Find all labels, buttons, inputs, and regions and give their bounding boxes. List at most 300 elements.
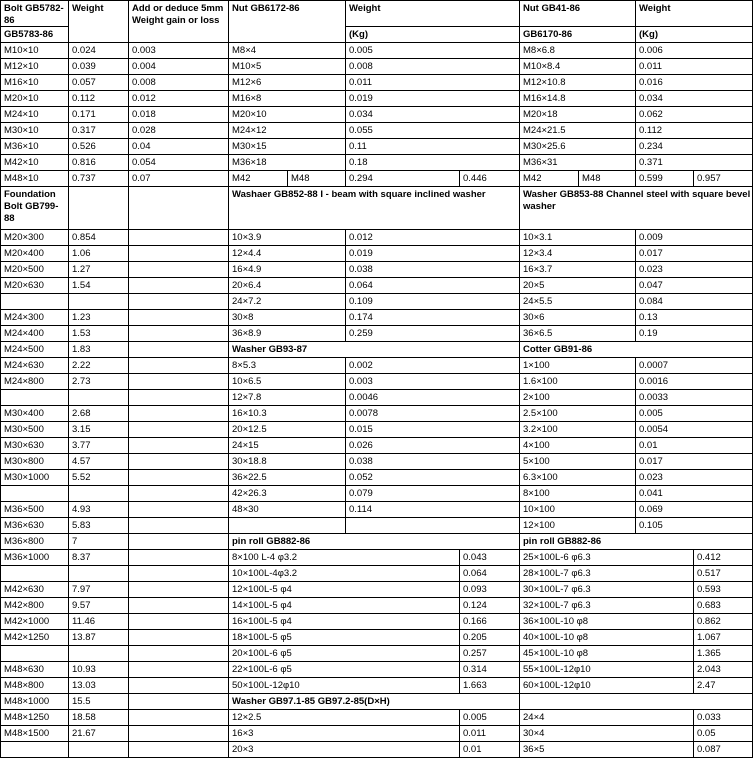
table-cell[interactable]: 36×100L-10 φ8 [523, 616, 589, 627]
table-cell[interactable]: 12×2.5 [232, 712, 262, 723]
table-cell[interactable]: M16×8 [232, 93, 262, 104]
table-cell[interactable]: 2.73 [72, 376, 91, 387]
table-cell[interactable]: 30×4 [523, 728, 545, 739]
table-cell[interactable]: 0.047 [639, 280, 663, 291]
table-cell[interactable]: M8×4 [232, 45, 257, 56]
table-cell[interactable]: 0.446 [463, 173, 487, 184]
table-cell[interactable]: 0.017 [639, 248, 663, 259]
table-cell[interactable]: M24×21.5 [523, 125, 566, 136]
table-cell[interactable]: 0.052 [349, 472, 373, 483]
table-cell[interactable]: 0.017 [639, 456, 663, 467]
table-cell[interactable]: 0.016 [639, 77, 663, 88]
table-cell[interactable]: 36×6.5 [523, 328, 553, 339]
table-cell[interactable]: M20×300 [4, 232, 44, 243]
table-cell[interactable]: 0.062 [639, 109, 663, 120]
table-cell[interactable] [129, 470, 228, 485]
table-cell[interactable]: 2.47 [697, 680, 716, 691]
table-cell[interactable]: M48×1000 [4, 696, 50, 707]
table-cell[interactable]: 0.023 [639, 472, 663, 483]
table-cell[interactable]: 14×100L-5 φ4 [232, 600, 292, 611]
table-cell[interactable] [520, 694, 752, 709]
table-cell[interactable]: 5.83 [72, 520, 91, 531]
table-cell[interactable]: 0.816 [72, 157, 96, 168]
table-cell[interactable]: 0.005 [349, 45, 373, 56]
table-cell[interactable]: M30×10 [4, 125, 39, 136]
table-cell[interactable]: M8×6.8 [523, 45, 555, 56]
table-cell[interactable]: 24×4 [523, 712, 545, 723]
table-cell[interactable]: 0.006 [639, 45, 663, 56]
table-cell[interactable]: 0.034 [639, 93, 663, 104]
table-cell[interactable]: 18.58 [72, 712, 96, 723]
table-cell[interactable]: M24×400 [4, 328, 44, 339]
table-cell[interactable]: M36×31 [523, 157, 558, 168]
table-cell[interactable]: 0.517 [697, 568, 721, 579]
table-cell[interactable]: 0.034 [349, 109, 373, 120]
header-cell[interactable]: Nut GB6172-86 [232, 3, 300, 14]
table-cell[interactable] [129, 502, 228, 517]
table-cell[interactable]: 0.012 [132, 93, 156, 104]
table-cell[interactable] [129, 486, 228, 501]
table-cell[interactable]: 9.57 [72, 600, 91, 611]
table-cell[interactable]: 12×100 [523, 520, 555, 531]
table-cell[interactable]: 10×100L-4φ3.2 [232, 568, 298, 579]
table-cell[interactable]: M30×800 [4, 456, 44, 467]
table-cell[interactable] [129, 614, 228, 629]
table-cell[interactable]: M48×800 [4, 680, 44, 691]
table-cell[interactable]: 12×7.8 [232, 392, 262, 403]
table-cell[interactable]: 0.166 [463, 616, 487, 627]
table-cell[interactable]: 16×100L-5 φ4 [232, 616, 292, 627]
table-cell[interactable]: 0.174 [349, 312, 373, 323]
table-cell[interactable]: 0.205 [463, 632, 487, 643]
table-cell[interactable]: 0.112 [72, 93, 96, 104]
table-cell[interactable] [1, 646, 68, 661]
table-cell[interactable]: 28×100L-7 φ6.3 [523, 568, 591, 579]
table-cell[interactable] [229, 518, 345, 533]
table-cell[interactable]: 36×22.5 [232, 472, 267, 483]
table-cell[interactable]: 0.412 [697, 552, 721, 563]
table-cell[interactable]: M48×1500 [4, 728, 50, 739]
table-cell[interactable]: M20×18 [523, 109, 558, 120]
table-cell[interactable]: 0.314 [463, 664, 487, 675]
table-cell[interactable]: 0.01 [463, 744, 482, 755]
table-cell[interactable] [69, 742, 128, 757]
table-cell[interactable]: 20×3 [232, 744, 254, 755]
table-cell[interactable]: 0.041 [639, 488, 663, 499]
table-cell[interactable]: 1.067 [697, 632, 721, 643]
table-cell[interactable] [1, 742, 68, 757]
table-cell[interactable] [129, 278, 228, 293]
table-cell[interactable]: 0.033 [697, 712, 721, 723]
header-cell[interactable]: Washer GB853-88 Channel steel with square bevel washer [523, 189, 751, 212]
table-cell[interactable]: 0.057 [72, 77, 96, 88]
table-cell[interactable]: M36×630 [4, 520, 44, 531]
table-cell[interactable]: 13.87 [72, 632, 96, 643]
table-cell[interactable]: 1.23 [72, 312, 91, 323]
table-cell[interactable] [69, 187, 128, 229]
table-cell[interactable]: M24×12 [232, 125, 267, 136]
table-cell[interactable]: M24×630 [4, 360, 44, 371]
table-cell[interactable]: 2×100 [523, 392, 550, 403]
table-cell[interactable]: 0.008 [132, 77, 156, 88]
table-cell[interactable]: 45×100L-10 φ8 [523, 648, 589, 659]
table-cell[interactable]: 0.038 [349, 264, 373, 275]
table-cell[interactable] [129, 406, 228, 421]
table-cell[interactable]: 8×5.3 [232, 360, 257, 371]
table-cell[interactable]: M42 [523, 173, 542, 184]
table-cell[interactable] [129, 262, 228, 277]
table-cell[interactable]: 0.259 [349, 328, 373, 339]
table-cell[interactable]: 0.234 [639, 141, 663, 152]
table-cell[interactable]: 16×4.9 [232, 264, 262, 275]
table-cell[interactable] [1, 390, 68, 405]
header-cell[interactable]: Bolt GB5782-86 [4, 3, 64, 26]
table-cell[interactable]: 3.15 [72, 424, 91, 435]
table-cell[interactable]: 0.854 [72, 232, 96, 243]
table-cell[interactable]: 4.57 [72, 456, 91, 467]
table-cell[interactable]: M16×10 [4, 77, 39, 88]
table-cell[interactable]: 0.13 [639, 312, 658, 323]
table-cell[interactable]: 12×4.4 [232, 248, 262, 259]
table-cell[interactable]: M48 [291, 173, 310, 184]
table-cell[interactable]: M48 [582, 173, 601, 184]
table-cell[interactable]: M20×400 [4, 248, 44, 259]
table-cell[interactable] [129, 742, 228, 757]
table-cell[interactable]: 0.003 [349, 376, 373, 387]
table-cell[interactable]: 0.114 [349, 504, 373, 515]
table-cell[interactable]: 0.003 [132, 45, 156, 56]
table-cell[interactable]: 0.084 [639, 296, 663, 307]
table-cell[interactable]: 13.03 [72, 680, 96, 691]
header-cell[interactable]: GB6170-86 [523, 29, 573, 40]
table-cell[interactable]: 48×30 [232, 504, 259, 515]
table-cell[interactable] [129, 454, 228, 469]
header-cell[interactable]: Washaer GB852-88 I - beam with square inclined washer [232, 189, 486, 200]
table-cell[interactable] [1, 566, 68, 581]
table-cell[interactable]: M36×500 [4, 504, 44, 515]
table-cell[interactable]: 0.593 [697, 584, 721, 595]
table-cell[interactable]: 1.83 [72, 344, 91, 355]
table-cell[interactable] [129, 662, 228, 677]
table-cell[interactable]: 0.124 [463, 600, 487, 611]
table-cell[interactable] [129, 646, 228, 661]
table-cell[interactable]: 1.663 [463, 680, 487, 691]
table-cell[interactable]: M36×800 [4, 536, 44, 547]
table-cell[interactable]: 0.294 [349, 173, 373, 184]
table-cell[interactable] [69, 646, 128, 661]
table-cell[interactable]: 16×3.7 [523, 264, 553, 275]
table-cell[interactable]: 0.18 [349, 157, 368, 168]
header-cell[interactable]: pin roll GB882-86 [232, 536, 311, 547]
table-cell[interactable]: 0.0078 [349, 408, 379, 419]
table-cell[interactable] [346, 518, 519, 533]
table-cell[interactable]: 6.3×100 [523, 472, 558, 483]
table-cell[interactable]: 1.54 [72, 280, 91, 291]
table-cell[interactable]: 1×100 [523, 360, 550, 371]
table-cell[interactable]: 5.52 [72, 472, 91, 483]
table-cell[interactable] [129, 230, 228, 245]
table-cell[interactable]: 0.01 [639, 440, 658, 451]
table-cell[interactable]: 22×100L-6 φ5 [232, 664, 292, 675]
table-cell[interactable]: M20×630 [4, 280, 44, 291]
table-cell[interactable] [129, 422, 228, 437]
table-cell[interactable]: 32×100L-7 φ6.3 [523, 600, 591, 611]
table-cell[interactable] [129, 187, 228, 229]
table-cell[interactable]: M12×10.8 [523, 77, 566, 88]
table-cell[interactable]: M12×6 [232, 77, 262, 88]
table-cell[interactable]: M30×500 [4, 424, 44, 435]
table-cell[interactable]: 20×100L-6 φ5 [232, 648, 292, 659]
table-cell[interactable]: 0.05 [697, 728, 716, 739]
header-cell[interactable]: Weight [72, 3, 104, 14]
table-cell[interactable]: 0.171 [72, 109, 96, 120]
table-cell[interactable]: 0.005 [639, 408, 663, 419]
table-cell[interactable] [69, 294, 128, 309]
table-cell[interactable]: 40×100L-10 φ8 [523, 632, 589, 643]
table-cell[interactable] [129, 710, 228, 725]
table-cell[interactable]: 50×100L-12φ10 [232, 680, 300, 691]
table-cell[interactable]: M42×10 [4, 157, 39, 168]
table-cell[interactable]: 2.68 [72, 408, 91, 419]
table-cell[interactable]: 3.2×100 [523, 424, 558, 435]
table-cell[interactable]: M10×5 [232, 61, 262, 72]
header-cell[interactable]: (Kg) [349, 29, 368, 40]
table-cell[interactable]: 0.737 [72, 173, 96, 184]
table-cell[interactable]: 4×100 [523, 440, 550, 451]
table-cell[interactable]: 4.93 [72, 504, 91, 515]
table-cell[interactable]: M30×400 [4, 408, 44, 419]
table-cell[interactable]: 18×100L-5 φ5 [232, 632, 292, 643]
table-cell[interactable]: 3.77 [72, 440, 91, 451]
table-cell[interactable]: 2.043 [697, 664, 721, 675]
table-cell[interactable] [129, 566, 228, 581]
table-cell[interactable]: 7 [72, 536, 78, 547]
table-cell[interactable] [1, 294, 68, 309]
table-cell[interactable]: 0.0033 [639, 392, 669, 403]
table-cell[interactable]: 8.37 [72, 552, 91, 563]
table-cell[interactable]: M16×14.8 [523, 93, 566, 104]
table-cell[interactable]: 7.97 [72, 584, 91, 595]
table-cell[interactable] [129, 326, 228, 341]
table-cell[interactable]: 15.5 [72, 696, 91, 707]
header-cell[interactable]: Weight [639, 3, 671, 14]
table-cell[interactable]: 0.109 [349, 296, 373, 307]
table-cell[interactable]: 10×6.5 [232, 376, 262, 387]
table-cell[interactable]: 0.011 [639, 61, 663, 72]
table-cell[interactable]: 10×100 [523, 504, 555, 515]
table-cell[interactable]: 30×100L-7 φ6.3 [523, 584, 591, 595]
table-cell[interactable]: 11.46 [72, 616, 96, 627]
table-cell[interactable]: M36×1000 [4, 552, 50, 563]
table-cell[interactable]: 8×100 L-4 φ3.2 [232, 552, 298, 563]
table-cell[interactable]: 0.023 [639, 264, 663, 275]
header-cell[interactable]: Nut GB41-86 [523, 3, 581, 14]
table-cell[interactable] [129, 342, 228, 357]
table-cell[interactable] [129, 518, 228, 533]
table-cell[interactable]: M20×500 [4, 264, 44, 275]
table-cell[interactable]: 0.862 [697, 616, 721, 627]
table-cell[interactable]: 5×100 [523, 456, 550, 467]
table-cell[interactable] [129, 246, 228, 261]
table-cell[interactable]: M48×10 [4, 173, 39, 184]
table-cell[interactable]: 0.015 [349, 424, 373, 435]
table-cell[interactable]: 0.526 [72, 141, 96, 152]
table-cell[interactable] [129, 598, 228, 613]
table-cell[interactable] [69, 486, 128, 501]
table-cell[interactable]: 2.5×100 [523, 408, 558, 419]
table-cell[interactable]: M24×300 [4, 312, 44, 323]
table-cell[interactable]: 0.011 [463, 728, 487, 739]
header-cell[interactable]: Add or deduce 5mm Weight gain or loss [132, 3, 224, 26]
table-cell[interactable]: M42×1000 [4, 616, 50, 627]
table-cell[interactable]: 0.054 [132, 157, 156, 168]
table-cell[interactable]: M42 [232, 173, 251, 184]
table-cell[interactable]: 12×100L-5 φ4 [232, 584, 292, 595]
table-cell[interactable]: 0.07 [132, 173, 151, 184]
table-cell[interactable]: M10×10 [4, 45, 39, 56]
table-cell[interactable]: 0.005 [463, 712, 487, 723]
table-cell[interactable]: M24×500 [4, 344, 44, 355]
table-cell[interactable]: M30×630 [4, 440, 44, 451]
table-cell[interactable]: 0.04 [132, 141, 151, 152]
table-cell[interactable]: 0.11 [349, 141, 367, 152]
table-cell[interactable] [129, 374, 228, 389]
table-cell[interactable]: M12×10 [4, 61, 39, 72]
table-cell[interactable]: 0.957 [697, 173, 721, 184]
table-cell[interactable]: 0.19 [639, 328, 658, 339]
table-cell[interactable] [129, 678, 228, 693]
table-cell[interactable]: 25×100L-6 φ6.3 [523, 552, 591, 563]
table-cell[interactable] [129, 534, 228, 549]
table-cell[interactable] [129, 630, 228, 645]
table-cell[interactable] [69, 566, 128, 581]
table-cell[interactable]: 24×7.2 [232, 296, 262, 307]
table-cell[interactable]: 0.019 [349, 93, 373, 104]
table-cell[interactable]: 1.06 [72, 248, 91, 259]
table-cell[interactable]: 0.599 [639, 173, 663, 184]
table-cell[interactable] [129, 438, 228, 453]
table-cell[interactable]: 16×3 [232, 728, 254, 739]
table-cell[interactable]: 0.371 [639, 157, 663, 168]
table-cell[interactable]: 0.069 [639, 504, 663, 515]
table-cell[interactable]: 30×18.8 [232, 456, 267, 467]
table-cell[interactable]: 30×8 [232, 312, 254, 323]
table-cell[interactable] [129, 294, 228, 309]
table-cell[interactable] [129, 582, 228, 597]
table-cell[interactable]: 10.93 [72, 664, 96, 675]
table-cell[interactable]: 36×8.9 [232, 328, 262, 339]
table-cell[interactable]: 0.0054 [639, 424, 669, 435]
table-cell[interactable]: 0.079 [349, 488, 373, 499]
table-cell[interactable] [1, 486, 68, 501]
header-cell[interactable]: Washer GB97.1-85 GB97.2-85(D×H) [232, 696, 390, 707]
table-cell[interactable]: 0.004 [132, 61, 156, 72]
table-cell[interactable]: 0.019 [349, 248, 373, 259]
table-cell[interactable]: 12×3.4 [523, 248, 553, 259]
table-cell[interactable]: 60×100L-12φ10 [523, 680, 591, 691]
table-cell[interactable]: 0.028 [132, 125, 156, 136]
table-cell[interactable]: 0.0007 [639, 360, 669, 371]
table-cell[interactable]: 30×6 [523, 312, 545, 323]
table-cell[interactable]: 0.0016 [639, 376, 669, 387]
table-cell[interactable]: 0.008 [349, 61, 373, 72]
table-cell[interactable]: M24×10 [4, 109, 39, 120]
table-cell[interactable]: 10×3.9 [232, 232, 262, 243]
table-cell[interactable]: M36×10 [4, 141, 39, 152]
table-cell[interactable]: 24×5.5 [523, 296, 553, 307]
table-cell[interactable]: 0.039 [72, 61, 96, 72]
table-cell[interactable] [69, 390, 128, 405]
header-cell[interactable]: Foundation Bolt GB799-88 [4, 189, 59, 224]
header-cell[interactable]: (Kg) [639, 29, 658, 40]
header-cell[interactable]: pin roll GB882-86 [523, 536, 602, 547]
table-cell[interactable]: 0.683 [697, 600, 721, 611]
table-cell[interactable] [129, 310, 228, 325]
table-cell[interactable]: 36×5 [523, 744, 545, 755]
table-cell[interactable]: M20×10 [232, 109, 267, 120]
table-cell[interactable]: 0.012 [349, 232, 373, 243]
table-cell[interactable] [129, 358, 228, 373]
table-cell[interactable]: M42×800 [4, 600, 44, 611]
table-cell[interactable] [129, 390, 228, 405]
table-cell[interactable]: 2.22 [72, 360, 91, 371]
table-cell[interactable]: 0.024 [72, 45, 96, 56]
table-cell[interactable]: 42×26.3 [232, 488, 267, 499]
table-cell[interactable]: 0.026 [349, 440, 373, 451]
table-cell[interactable]: 0.043 [463, 552, 487, 563]
table-cell[interactable]: M48×1250 [4, 712, 50, 723]
table-cell[interactable]: 0.038 [349, 456, 373, 467]
table-cell[interactable] [129, 726, 228, 741]
table-cell[interactable]: 0.018 [132, 109, 156, 120]
table-cell[interactable]: 1.6×100 [523, 376, 558, 387]
table-cell[interactable]: 16×10.3 [232, 408, 267, 419]
table-cell[interactable]: 55×100L-12φ10 [523, 664, 591, 675]
table-cell[interactable]: 0.055 [349, 125, 373, 136]
table-cell[interactable]: 8×100 [523, 488, 550, 499]
table-cell[interactable]: 0.257 [463, 648, 487, 659]
table-cell[interactable]: 20×6.4 [232, 280, 262, 291]
table-cell[interactable]: 0.0046 [349, 392, 379, 403]
header-cell[interactable]: GB5783-86 [4, 29, 54, 40]
table-cell[interactable]: 0.087 [697, 744, 721, 755]
table-cell[interactable]: 0.009 [639, 232, 663, 243]
table-cell[interactable]: M36×18 [232, 157, 267, 168]
table-cell[interactable]: M30×1000 [4, 472, 50, 483]
table-cell[interactable]: M30×15 [232, 141, 267, 152]
table-cell[interactable] [129, 550, 228, 565]
table-cell[interactable]: 0.112 [639, 125, 663, 136]
table-cell[interactable]: M30×25.6 [523, 141, 566, 152]
header-cell[interactable]: Weight [349, 3, 381, 14]
table-cell[interactable]: 24×15 [232, 440, 259, 451]
table-cell[interactable]: M42×1250 [4, 632, 50, 643]
table-cell[interactable]: M48×630 [4, 664, 44, 675]
table-cell[interactable]: 0.093 [463, 584, 487, 595]
table-cell[interactable]: 20×5 [523, 280, 545, 291]
table-cell[interactable]: 21.67 [72, 728, 96, 739]
table-cell[interactable]: 0.002 [349, 360, 373, 371]
table-cell[interactable]: 0.064 [463, 568, 487, 579]
table-cell[interactable]: 0.011 [349, 77, 373, 88]
table-cell[interactable]: M10×8.4 [523, 61, 561, 72]
table-cell[interactable]: M20×10 [4, 93, 39, 104]
table-cell[interactable]: 0.317 [72, 125, 96, 136]
table-cell[interactable]: 1.365 [697, 648, 721, 659]
table-cell[interactable]: 1.27 [72, 264, 91, 275]
table-cell[interactable]: 10×3.1 [523, 232, 553, 243]
header-cell[interactable]: Cotter GB91-86 [523, 344, 593, 355]
